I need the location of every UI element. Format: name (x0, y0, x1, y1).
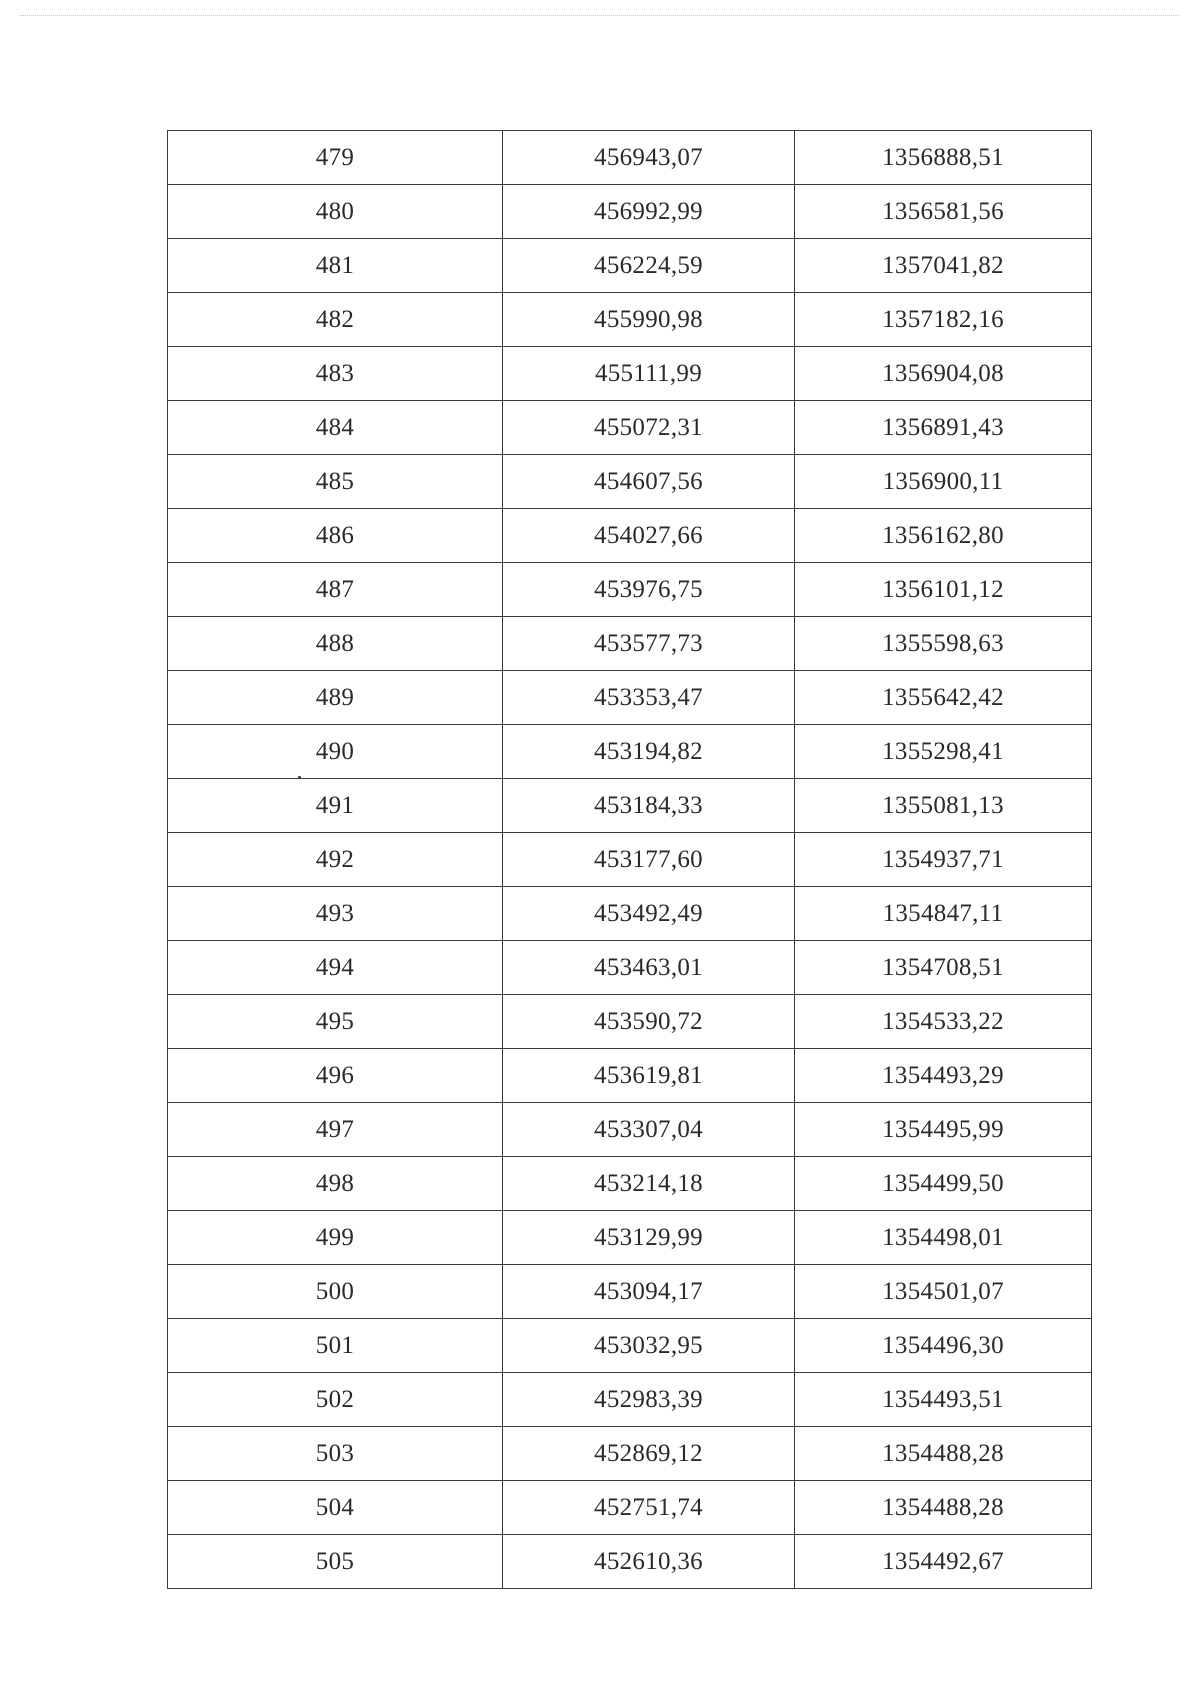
scan-speck (298, 776, 301, 779)
table-row (168, 509, 1092, 563)
x-coordinate-cell: 453307,04 (503, 1103, 795, 1157)
point-number-cell: 505 (168, 1535, 503, 1589)
table-row (168, 1427, 1092, 1481)
point-number-cell: 482 (168, 293, 503, 347)
y-coordinate-cell: 1355298,41 (795, 725, 1092, 779)
point-number-cell: 497 (168, 1103, 503, 1157)
y-coordinate-cell: 1354495,99 (795, 1103, 1092, 1157)
point-number-cell: 493 (168, 887, 503, 941)
point-number-cell: 495 (168, 995, 503, 1049)
x-coordinate-cell: 454027,66 (503, 509, 795, 563)
table-row (168, 995, 1092, 1049)
x-coordinate-cell: 453194,82 (503, 725, 795, 779)
table-row (168, 1265, 1092, 1319)
table-row (168, 1103, 1092, 1157)
table-row (168, 401, 1092, 455)
x-coordinate-cell: 456224,59 (503, 239, 795, 293)
table-row (168, 293, 1092, 347)
x-coordinate-cell: 452983,39 (503, 1373, 795, 1427)
y-coordinate-cell: 1356900,11 (795, 455, 1092, 509)
x-coordinate-cell: 453463,01 (503, 941, 795, 995)
point-number-cell: 494 (168, 941, 503, 995)
x-coordinate-cell: 453353,47 (503, 671, 795, 725)
table-row (168, 941, 1092, 995)
x-coordinate-cell: 453184,33 (503, 779, 795, 833)
point-number-cell: 488 (168, 617, 503, 671)
y-coordinate-cell: 1354493,29 (795, 1049, 1092, 1103)
y-coordinate-cell: 1354501,07 (795, 1265, 1092, 1319)
x-coordinate-cell: 453177,60 (503, 833, 795, 887)
point-number-cell: 491 (168, 779, 503, 833)
y-coordinate-cell: 1356888,51 (795, 131, 1092, 185)
y-coordinate-cell: 1354488,28 (795, 1481, 1092, 1535)
x-coordinate-cell: 453619,81 (503, 1049, 795, 1103)
table-row (168, 131, 1092, 185)
table-row (168, 455, 1092, 509)
point-number-cell: 479 (168, 131, 503, 185)
table-row (168, 1157, 1092, 1211)
y-coordinate-cell: 1354499,50 (795, 1157, 1092, 1211)
y-coordinate-cell: 1356581,56 (795, 185, 1092, 239)
x-coordinate-cell: 453577,73 (503, 617, 795, 671)
point-number-cell: 498 (168, 1157, 503, 1211)
table-row (168, 725, 1092, 779)
point-number-cell: 487 (168, 563, 503, 617)
coordinates-table (167, 130, 1092, 1589)
x-coordinate-cell: 454607,56 (503, 455, 795, 509)
point-number-cell: 500 (168, 1265, 503, 1319)
table-row (168, 1373, 1092, 1427)
x-coordinate-cell: 453590,72 (503, 995, 795, 1049)
table-row (168, 1049, 1092, 1103)
table-row (168, 347, 1092, 401)
x-coordinate-cell: 452869,12 (503, 1427, 795, 1481)
y-coordinate-cell: 1354488,28 (795, 1427, 1092, 1481)
y-coordinate-cell: 1356162,80 (795, 509, 1092, 563)
y-coordinate-cell: 1357041,82 (795, 239, 1092, 293)
x-coordinate-cell: 455072,31 (503, 401, 795, 455)
x-coordinate-cell: 453492,49 (503, 887, 795, 941)
table-row (168, 779, 1092, 833)
point-number-cell: 496 (168, 1049, 503, 1103)
point-number-cell: 499 (168, 1211, 503, 1265)
point-number-cell: 489 (168, 671, 503, 725)
point-number-cell: 492 (168, 833, 503, 887)
coordinates-table-body (168, 131, 1092, 1589)
point-number-cell: 504 (168, 1481, 503, 1535)
table-row (168, 887, 1092, 941)
point-number-cell: 485 (168, 455, 503, 509)
point-number-cell: 483 (168, 347, 503, 401)
point-number-cell: 486 (168, 509, 503, 563)
y-coordinate-cell: 1356891,43 (795, 401, 1092, 455)
table-row (168, 833, 1092, 887)
y-coordinate-cell: 1354498,01 (795, 1211, 1092, 1265)
point-number-cell: 502 (168, 1373, 503, 1427)
x-coordinate-cell: 455111,99 (503, 347, 795, 401)
y-coordinate-cell: 1354937,71 (795, 833, 1092, 887)
table-row (168, 671, 1092, 725)
table-row (168, 185, 1092, 239)
x-coordinate-cell: 456943,07 (503, 131, 795, 185)
x-coordinate-cell: 453094,17 (503, 1265, 795, 1319)
x-coordinate-cell: 455990,98 (503, 293, 795, 347)
table-row (168, 1535, 1092, 1589)
point-number-cell: 501 (168, 1319, 503, 1373)
x-coordinate-cell: 453129,99 (503, 1211, 795, 1265)
point-number-cell: 484 (168, 401, 503, 455)
table-row (168, 563, 1092, 617)
x-coordinate-cell: 452610,36 (503, 1535, 795, 1589)
table-row (168, 1319, 1092, 1373)
point-number-cell: 490 (168, 725, 503, 779)
y-coordinate-cell: 1354847,11 (795, 887, 1092, 941)
table-row (168, 617, 1092, 671)
y-coordinate-cell: 1354492,67 (795, 1535, 1092, 1589)
table-row (168, 1481, 1092, 1535)
y-coordinate-cell: 1355081,13 (795, 779, 1092, 833)
scan-edge-line (20, 15, 1180, 16)
y-coordinate-cell: 1354496,30 (795, 1319, 1092, 1373)
x-coordinate-cell: 453214,18 (503, 1157, 795, 1211)
y-coordinate-cell: 1355598,63 (795, 617, 1092, 671)
point-number-cell: 480 (168, 185, 503, 239)
y-coordinate-cell: 1354533,22 (795, 995, 1092, 1049)
y-coordinate-cell: 1356101,12 (795, 563, 1092, 617)
y-coordinate-cell: 1357182,16 (795, 293, 1092, 347)
y-coordinate-cell: 1355642,42 (795, 671, 1092, 725)
table-row (168, 239, 1092, 293)
x-coordinate-cell: 453032,95 (503, 1319, 795, 1373)
y-coordinate-cell: 1354493,51 (795, 1373, 1092, 1427)
table-row (168, 1211, 1092, 1265)
x-coordinate-cell: 453976,75 (503, 563, 795, 617)
y-coordinate-cell: 1356904,08 (795, 347, 1092, 401)
point-number-cell: 481 (168, 239, 503, 293)
y-coordinate-cell: 1354708,51 (795, 941, 1092, 995)
x-coordinate-cell: 452751,74 (503, 1481, 795, 1535)
x-coordinate-cell: 456992,99 (503, 185, 795, 239)
point-number-cell: 503 (168, 1427, 503, 1481)
